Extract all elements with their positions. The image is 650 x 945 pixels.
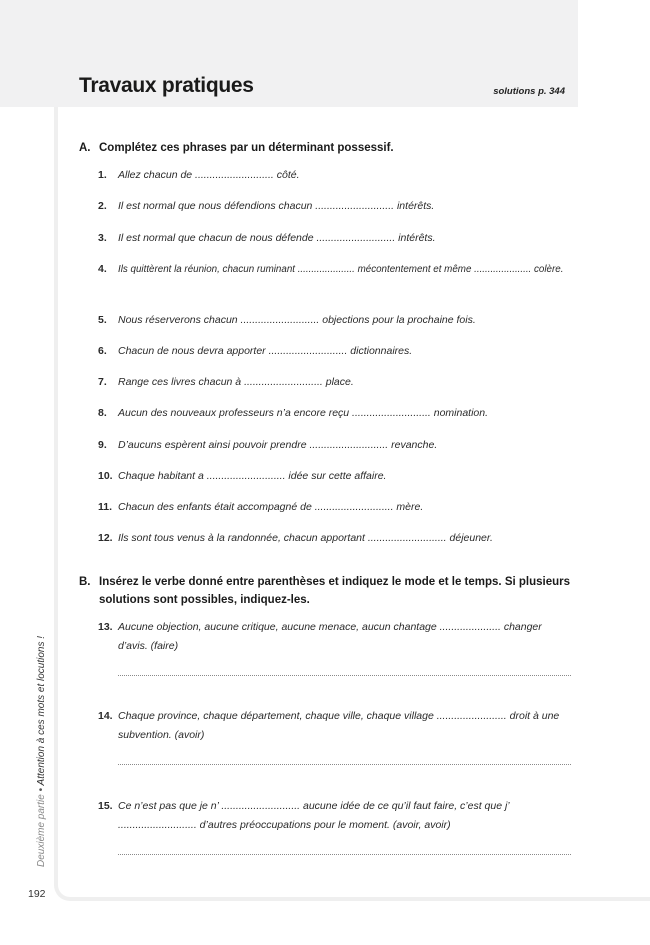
exercise-number: 12.	[98, 532, 113, 544]
exercise-15	[98, 797, 573, 835]
running-part-title: Attention à ces mots et locutions !	[36, 635, 47, 786]
exercise-number: 7.	[98, 376, 107, 388]
exercise-12	[98, 529, 573, 548]
exercise-text: Ce n’est pas que je n’ ........................... aucune idée de ce qu’il faut faire, c’est que j’ ........................... d’autres préoccupations pour le moment. (avoir, avoir)	[118, 800, 510, 831]
exercise-6	[98, 342, 573, 361]
exercise-text: Chaque province, chaque département, chaque ville, chaque village ........................ droit à une subvention. (avoir)	[118, 710, 560, 741]
solutions-reference: solutions p. 344	[493, 86, 565, 97]
running-part-label: Deuxième partie	[36, 794, 47, 867]
exercise-text: Aucune objection, aucune critique, aucune menace, aucun chantage ..................... changer d’avis. (faire)	[118, 621, 542, 652]
exercise-9	[98, 436, 573, 455]
exercise-text: Nous réserverons chacun ........................... objections pour la prochaine fois.	[118, 314, 476, 326]
answer-line-13[interactable]	[118, 675, 571, 676]
page-number: 192	[28, 888, 46, 900]
section-a-instruction: Complétez ces phrases par un déterminant possessif.	[99, 142, 394, 154]
exercise-number: 5.	[98, 314, 107, 326]
exercise-4	[98, 260, 573, 279]
exercise-11	[98, 498, 573, 517]
exercise-3	[98, 229, 573, 248]
exercise-7	[98, 373, 573, 392]
exercise-number: 13.	[98, 621, 113, 633]
exercise-number: 8.	[98, 407, 107, 419]
exercise-number: 4.	[98, 263, 107, 275]
section-a-heading	[79, 139, 579, 157]
running-separator: •	[36, 787, 47, 792]
section-a-letter: A.	[79, 142, 91, 154]
page-title: Travaux pratiques	[79, 74, 254, 97]
exercise-number: 6.	[98, 345, 107, 357]
exercise-text: Il est normal que chacun de nous défende ........................... intérêts.	[118, 232, 436, 244]
answer-line-14[interactable]	[118, 764, 571, 765]
exercise-text: Ils sont tous venus à la randonnée, chacun apportant ........................... déjeuner.	[118, 532, 493, 544]
exercise-text: Allez chacun de ........................... côté.	[118, 169, 300, 181]
exercise-text: D’aucuns espèrent ainsi pouvoir prendre ........................... revanche.	[118, 439, 438, 451]
exercise-2	[98, 197, 573, 216]
exercise-number: 10.	[98, 470, 113, 482]
exercise-number: 11.	[98, 501, 113, 513]
exercise-number: 3.	[98, 232, 107, 244]
exercise-text: Il est normal que nous défendions chacun ........................... intérêts.	[118, 200, 435, 212]
exercise-number: 2.	[98, 200, 107, 212]
exercise-text: Chaque habitant a ........................... idée sur cette affaire.	[118, 470, 387, 482]
exercise-text: Ils quittèrent la réunion, chacun ruminant ..................... mécontentement et même ..................... colère.	[118, 264, 564, 275]
answer-line-15[interactable]	[118, 854, 571, 855]
exercise-13	[98, 618, 573, 656]
running-title	[36, 636, 47, 867]
exercise-text: Chacun des enfants était accompagné de ........................... mère.	[118, 501, 424, 513]
exercise-8	[98, 404, 573, 423]
exercise-number: 15.	[98, 800, 113, 812]
exercise-text: Aucun des nouveaux professeurs n’a encore reçu ........................... nomination.	[118, 407, 489, 419]
exercise-1	[98, 166, 573, 185]
exercise-number: 14.	[98, 710, 113, 722]
exercise-5	[98, 311, 573, 330]
exercise-text: Chacun de nous devra apporter ........................... dictionnaires.	[118, 345, 413, 357]
exercise-10	[98, 467, 573, 486]
section-b-instruction: Insérez le verbe donné entre parenthèses et indiquez le mode et le temps. Si plusieurs solutions sont possibles, indiquez-les.	[99, 576, 571, 606]
section-b-letter: B.	[79, 576, 91, 588]
section-b-heading	[79, 573, 579, 606]
exercise-number: 9.	[98, 439, 107, 451]
exercise-14	[98, 707, 573, 745]
exercise-number: 1.	[98, 169, 107, 181]
exercise-text: Range ces livres chacun à ........................... place.	[118, 376, 354, 388]
